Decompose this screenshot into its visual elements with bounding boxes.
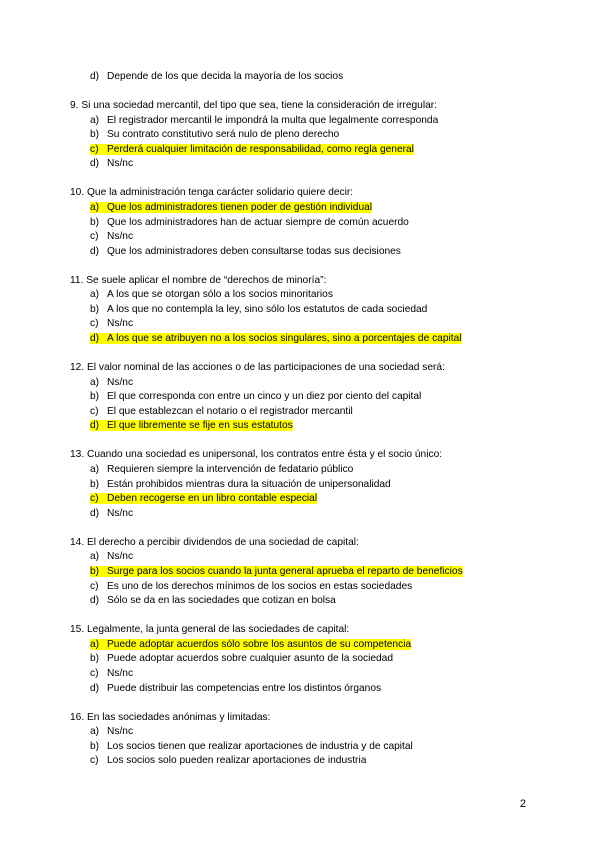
option-letter: c) xyxy=(90,405,99,417)
option-line xyxy=(90,755,366,766)
question-list xyxy=(70,70,540,783)
answer-option xyxy=(70,754,540,769)
question-title: 13. Cuando una sociedad es unipersonal, los contratos entre ésta y el socio único: xyxy=(70,449,443,461)
option-text: Que los administradores deben consultarse todas sus decisiones xyxy=(107,245,401,257)
option-letter: a) xyxy=(90,551,100,563)
option-text: A los que se otorgan sólo a los socios minoritarios xyxy=(107,289,333,301)
question-block xyxy=(70,361,540,434)
question-title: 11. Se suele aplicar el nombre de “derechos de minoría”: xyxy=(70,274,327,286)
option-line xyxy=(90,581,412,592)
answer-option xyxy=(70,478,540,493)
option-line xyxy=(90,377,133,388)
option-text: Sólo se da en las sociedades que cotizan en bolsa xyxy=(107,595,336,607)
option-letter: b) xyxy=(90,653,100,665)
question-block xyxy=(70,186,540,259)
option-text: Puede adoptar acuerdos sólo sobre los asuntos de su competencia xyxy=(107,638,412,650)
orphan-option-block xyxy=(70,70,540,85)
option-letter: c) xyxy=(90,231,99,243)
option-text: Ns/nc xyxy=(107,507,134,519)
option-text: Depende de los que decida la mayoría de los socios xyxy=(107,71,344,82)
question-title: 10. Que la administración tenga carácter solidario quiere decir: xyxy=(70,187,354,199)
answer-option xyxy=(70,507,540,522)
option-line xyxy=(90,566,463,577)
option-text: Es uno de los derechos mínimos de los socios en estas sociedades xyxy=(107,580,413,592)
option-line xyxy=(90,231,133,242)
option-letter: d) xyxy=(90,71,100,82)
option-line xyxy=(90,639,411,650)
option-letter: c) xyxy=(90,318,99,330)
highlighted-answer-option xyxy=(70,332,540,347)
option-text: Ns/nc xyxy=(107,231,134,243)
answer-option xyxy=(70,463,540,478)
option-line xyxy=(90,551,133,562)
option-letter: a) xyxy=(90,726,100,738)
answer-option xyxy=(70,740,540,755)
answer-option xyxy=(70,580,540,595)
option-letter: c) xyxy=(90,580,99,592)
option-letter: c) xyxy=(90,493,99,505)
option-letter: a) xyxy=(90,376,100,388)
option-letter: d) xyxy=(90,245,100,257)
option-text: Deben recogerse en un libro contable especial xyxy=(107,493,318,505)
option-line xyxy=(90,318,133,329)
highlighted-answer-option xyxy=(70,201,540,216)
option-text: Puede distribuir las competencias entre los distintos órganos xyxy=(107,682,382,694)
question-block xyxy=(70,623,540,696)
option-text: Ns/nc xyxy=(107,551,134,563)
answer-option xyxy=(70,157,540,172)
option-line xyxy=(90,406,353,417)
option-line xyxy=(90,595,336,606)
option-line xyxy=(90,202,372,213)
question-title: 15. Legalmente, la junta general de las sociedades de capital: xyxy=(70,624,350,636)
answer-option xyxy=(70,216,540,231)
answer-option xyxy=(70,390,540,405)
option-letter: d) xyxy=(90,158,100,170)
option-text: A los que se atribuyen no a los socios singulares, sino a porcentajes de capital xyxy=(107,333,462,345)
question-block xyxy=(70,274,540,347)
option-line xyxy=(90,464,353,475)
answer-option xyxy=(70,230,540,245)
question-title: 16. En las sociedades anónimas y limitadas: xyxy=(70,711,271,723)
option-line xyxy=(90,246,401,257)
option-text: Están prohibidos mientras dura la situación de unipersonalidad xyxy=(107,478,391,490)
option-letter: b) xyxy=(90,740,100,752)
highlighted-answer-option xyxy=(70,419,540,434)
option-line xyxy=(90,508,133,519)
option-text: Ns/nc xyxy=(107,158,134,170)
option-line xyxy=(90,217,409,228)
answer-option xyxy=(70,303,540,318)
option-letter: d) xyxy=(90,420,100,432)
answer-option xyxy=(70,594,540,609)
option-letter: b) xyxy=(90,129,100,141)
page-number: 2 xyxy=(519,798,526,810)
question-block xyxy=(70,448,540,521)
option-text: El registrador mercantil le impondrá la multa que legalmente corresponda xyxy=(107,114,439,126)
option-letter: d) xyxy=(90,333,100,345)
option-text: Perderá cualquier limitación de responsabilidad, como regla general xyxy=(107,143,414,155)
option-line xyxy=(90,158,133,169)
option-line xyxy=(90,391,421,402)
option-text: Ns/nc xyxy=(107,376,134,388)
option-line xyxy=(90,479,391,490)
question-block xyxy=(70,536,540,609)
option-text: El que establezcan el notario o el registrador mercantil xyxy=(107,405,353,417)
answer-option xyxy=(70,376,540,391)
answer-option xyxy=(70,114,540,129)
answer-option xyxy=(70,128,540,143)
option-text: Que los administradores tienen poder de gestión individual xyxy=(107,201,373,213)
option-letter: c) xyxy=(90,755,99,767)
option-letter: a) xyxy=(90,638,100,650)
highlighted-answer-option xyxy=(70,492,540,507)
highlighted-answer-option xyxy=(70,565,540,580)
answer-option xyxy=(70,288,540,303)
option-letter: d) xyxy=(90,682,100,694)
option-text: Surge para los socios cuando la junta general aprueba el reparto de beneficios xyxy=(107,565,463,577)
option-line xyxy=(90,726,133,737)
option-letter: a) xyxy=(90,464,100,476)
option-letter: b) xyxy=(90,478,100,490)
option-text: Su contrato constitutivo será nulo de pleno derecho xyxy=(107,129,340,141)
option-line xyxy=(90,304,427,315)
option-line xyxy=(90,289,333,300)
questions-container xyxy=(70,99,540,769)
question-title: 12. El valor nominal de las acciones o de las participaciones de una sociedad será: xyxy=(70,362,445,374)
option-text: A los que no contempla la ley, sino sólo los estatutos de cada sociedad xyxy=(107,303,428,315)
option-text: Puede adoptar acuerdos sobre cualquier asunto de la sociedad xyxy=(107,653,394,665)
option-line xyxy=(90,741,413,752)
option-letter: b) xyxy=(90,303,100,315)
list-item xyxy=(70,70,540,85)
option-text: Ns/nc xyxy=(107,318,134,330)
option-letter: a) xyxy=(90,201,100,213)
option-letter: d) xyxy=(90,595,100,607)
option-line xyxy=(90,683,381,694)
answer-option xyxy=(70,667,540,682)
option-letter: a) xyxy=(90,289,100,301)
answer-option xyxy=(70,317,540,332)
answer-option xyxy=(70,725,540,740)
answer-option xyxy=(70,550,540,565)
question-block xyxy=(70,711,540,769)
option-letter: b) xyxy=(90,216,100,228)
option-letter: a) xyxy=(90,114,100,126)
option-text: Que los administradores han de actuar siempre de común acuerdo xyxy=(107,216,409,228)
option-line xyxy=(90,115,438,126)
option-text: Los socios solo pueden realizar aportaciones de industria xyxy=(107,755,367,767)
option-line xyxy=(90,653,393,664)
option-text: El que libremente se fije en sus estatutos xyxy=(107,420,293,432)
answer-option xyxy=(70,405,540,420)
answer-option xyxy=(70,682,540,697)
option-line xyxy=(90,333,462,344)
option-text: Ns/nc xyxy=(107,667,134,679)
option-line xyxy=(90,144,414,155)
option-text: Ns/nc xyxy=(107,726,134,738)
option-line xyxy=(90,493,317,504)
option-line xyxy=(90,668,133,679)
option-letter: b) xyxy=(90,565,100,577)
question-block xyxy=(70,99,540,172)
question-title: 14. El derecho a percibir dividendos de una sociedad de capital: xyxy=(70,536,359,548)
highlighted-answer-option xyxy=(70,638,540,653)
option-letter: c) xyxy=(90,143,99,155)
highlighted-answer-option xyxy=(70,143,540,158)
option-line xyxy=(90,420,293,431)
question-title: 9. Si una sociedad mercantil, del tipo que sea, tiene la consideración de irregular: xyxy=(70,99,437,111)
option-text: Requieren siempre la intervención de fedatario público xyxy=(107,464,354,476)
option-letter: d) xyxy=(90,507,100,519)
option-line xyxy=(90,129,339,140)
option-letter: c) xyxy=(90,667,99,679)
answer-option xyxy=(70,652,540,667)
option-text: El que corresponda con entre un cinco y un diez por ciento del capital xyxy=(107,391,422,403)
option-letter: b) xyxy=(90,391,100,403)
option-text: Los socios tienen que realizar aportaciones de industria y de capital xyxy=(107,740,413,752)
answer-option xyxy=(70,245,540,260)
